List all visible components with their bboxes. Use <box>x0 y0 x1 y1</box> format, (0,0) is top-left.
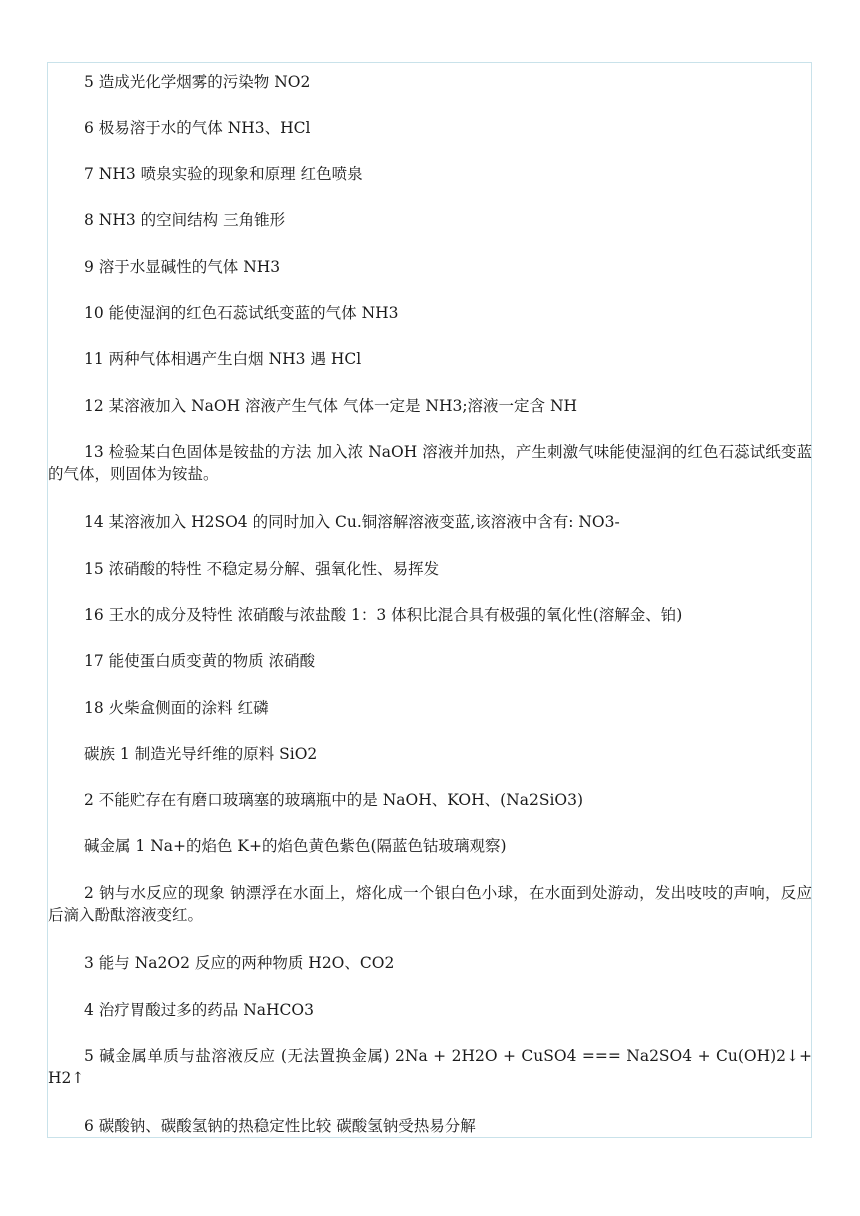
text-line: 6 碳酸钠、碳酸氢钠的热稳定性比较 碳酸氢钠受热易分解 <box>84 1117 476 1135</box>
text-line: 5 碱金属单质与盐溶液反应 (无法置换金属) 2Na + 2H2O + CuSO4 === Na2SO4 + Cu(OH)2↓+ H2↑ <box>48 1047 812 1087</box>
text-line: 15 浓硝酸的特性 不稳定易分解、强氧化性、易挥发 <box>84 560 440 578</box>
text-line: 2 不能贮存在有磨口玻璃塞的玻璃瓶中的是 NaOH、KOH、(Na2SiO3) <box>84 791 584 809</box>
text-line: 18 火柴盒侧面的涂料 红磷 <box>84 699 269 717</box>
text-line: 13 检验某白色固体是铵盐的方法 加入浓 NaOH 溶液并加热，产生刺激气味能使湿润的红色石蕊试纸变蓝的气体，则固体为铵盐。 <box>48 443 812 483</box>
text-line: 7 NH3 喷泉实验的现象和原理 红色喷泉 <box>84 165 363 183</box>
text-line: 8 NH3 的空间结构 三角锥形 <box>84 211 286 229</box>
text-line: 14 某溶液加入 H2SO4 的同时加入 Cu.铜溶解溶液变蓝,该溶液中含有: NO3- <box>84 513 620 531</box>
text-line: 5 造成光化学烟雾的污染物 NO2 <box>84 73 311 91</box>
text-line: 碱金属 1 Na+的焰色 K+的焰色黄色紫色(隔蓝色钴玻璃观察) <box>84 837 507 855</box>
text-line: 9 溶于水显碱性的气体 NH3 <box>84 258 281 276</box>
text-line: 11 两种气体相遇产生白烟 NH3 遇 HCl <box>84 350 362 368</box>
text-line: 3 能与 Na2O2 反应的两种物质 H2O、CO2 <box>84 954 395 972</box>
text-line: 10 能使湿润的红色石蕊试纸变蓝的气体 NH3 <box>84 304 399 322</box>
text-line: 12 某溶液加入 NaOH 溶液产生气体 气体一定是 NH3;溶液一定含 NH <box>84 397 578 415</box>
text-line: 6 极易溶于水的气体 NH3、HCl <box>84 119 311 137</box>
text-line: 碳族 1 制造光导纤维的原料 SiO2 <box>84 745 318 763</box>
text-line: 17 能使蛋白质变黄的物质 浓硝酸 <box>84 652 316 670</box>
text-line: 4 治疗胃酸过多的药品 NaHCO3 <box>84 1001 314 1019</box>
text-line: 16 王水的成分及特性 浓硝酸与浓盐酸 1：3 体积比混合具有极强的氧化性(溶解金、铂) <box>84 606 683 624</box>
text-line: 2 钠与水反应的现象 钠漂浮在水面上，熔化成一个银白色小球，在水面到处游动，发出吱吱的声响，反应后滴入酚酞溶液变红。 <box>48 884 812 924</box>
